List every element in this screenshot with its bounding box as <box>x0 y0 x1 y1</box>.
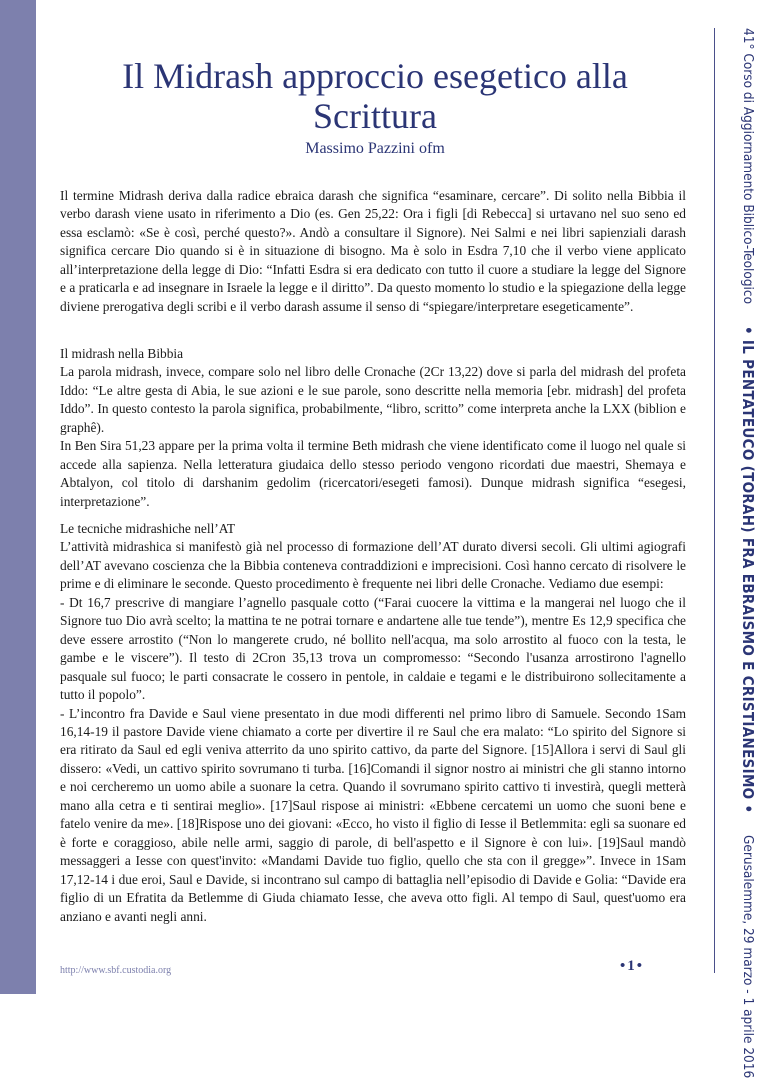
footer-url-link[interactable]: http://www.sbf.custodia.org <box>60 965 172 976</box>
margin-divider <box>714 28 715 973</box>
course-place-dates: Gerusalemme, 29 marzo - 1 aprile 2016 <box>740 835 756 1078</box>
document-title: Il Midrash approccio esegetico alla Scrittura <box>122 56 628 136</box>
course-theme: • IL PENTATEUCO (TORAH) FRA EBRAISMO E CRISTIANESIMO • <box>739 325 757 814</box>
paragraph-midrash-bible: Il midrash nella Bibbia La parola midrash, invece, compare solo nel libro delle Cronache (2Cr 13,22) dove si parla del midrash del profeta Iddo: “Le altre gesta di Abia, le sue azioni e le sue parole, sono descritte nella memoria [ebr. midrash] del profeta Iddo”. In questo contesto la parola significa, probabilmente, “libro, scritto” come interpreta anche la LXX (biblion e graphê). In Ben Sira 51,23 appare per la prima volta il termine Beth midrash che viene identificato come il luogo nel quale si accede alla sapienza. Nella letteratura giudaica dello stesso periodo vengono ricordati due maestri, Shemaya e Abtalyon, col titolo di darshanim gedolim (ricercatori/esegeti famosi). Dunque midrash significa “esegesi, interpretazione”. <box>60 346 686 509</box>
course-edition: 41° Corso di Aggiornamento Biblico-Teologico <box>740 28 756 305</box>
page-number: •1• <box>620 958 645 974</box>
paragraph-techniques: Le tecniche midrashiche nell’AT L’attività midrashica si manifestò già nel processo di formazione dell’AT durato diversi secoli. Gli ultimi agiografi dell’AT avevano coscienza che la Bibbia conteneva contraddizioni e imprecisioni. Così hanno cercato di risolvere le prime e di eliminare le seconde. Questo procedimento è frequente nei libri delle Cronache. Vediamo due esempi: - Dt 16,7 prescrive di mangiare l’agnello pasquale cotto (“Farai cuocere la vittima e la mangerai nel luogo che il Signore tuo Dio avrà scelto; la mattina te ne potrai tornare e andartene alle tue tende”), mentre Es 12,9 specifica che deve essere arrostito (“Non lo mangerete crudo, né bollito nell'acqua, ma solo arrostito al fuoco con la testa, le gambe e le viscere”). Il testo di 2Cron 35,13 trova un compromesso: “Secondo l'usanza arrostirono l'agnello pasquale sul fuoco; le parti consacrate le cossero in pentole, in caldaie e tegami e le distribuirono sollecitamente a tutto il popolo”. - L’incontro fra Davide e Saul viene presentato in due modi differenti nel primo libro di Samuele. Secondo 1Sam 16,14-19 il pastore Davide viene chiamato a corte per divertire il re Saul che era malato: “Lo spirito del Signore si era ritirato da Saul ed egli veniva atterrito da uno spirito cattivo, da parte del Signore. [15]Allora i servi di Saul gli dissero: «Vedi, un cattivo spirito sovrumano ti turba. [16]Comandi il signor nostro ai ministri che gli stanno intorno e noi cercheremo un uomo abile a suonare la cetra. Quando il sovrumano spirito cattivo ti investirà, quegli metterà mano alla cetra e ti sentirai meglio». [17]Saul rispose ai ministri: «Ebbene cercatemi un uomo che suoni bene e fatelo venire da me». [18]Rispose uno dei giovani: «Ecco, ho visto il figlio di Iesse il Betlemmita: egli sa suonare ed è forte e coraggioso, abile nelle armi, saggio di parole, di bell'aspetto e il Signore è con lui». [19]Saul mandò messaggeri a Iesse con quest'invito: «Mandami Davide tuo figlio, quello che sta con il gregge»”. Invece in 1Sam 17,12-14 i due eroi, Saul e Davide, si incontrano sul campo di battaglia nell’episodio di Davide e Golia: “Davide era figlio di un Efratita da Betlemme di Giuda chiamato Iesse, che aveva otto figli. Al tempo di Saul, quest'uomo era anziano e avanti negli anni. <box>60 521 686 924</box>
paragraph-intro: Il termine Midrash deriva dalla radice ebraica darash che significa “esaminare, cercare”. Di solito nella Bibbia il verbo darash viene usato in riferimento a Dio (es. Gen 25,22: Ora i figli [di Rebecca] si urtavano nel suo seno ed essa esclamò: «Se è così, perché questo?». Andò a consultare il Signore). Nei Salmi e nei libri sapienziali darash significa cercare Dio quando si è in situazione di bisogno. Ma è solo in Esdra 7,10 che il verbo viene applicato all’interpretazione della legge di Dio: “Infatti Esdra si era dedicato con tutto il cuore a studiare la legge del Signore e a praticarla e ad insegnare in Israele la legge e il diritto”. Da questo momento lo studio e la spiegazione della legge diviene prerogativa degli scribi e il verbo darash assume il senso di “spiegare/interpretare esegeticamente”. <box>60 188 686 314</box>
left-color-band <box>0 0 36 994</box>
author-name: Massimo Pazzini ofm <box>305 140 445 157</box>
running-side-header <box>738 28 758 1078</box>
